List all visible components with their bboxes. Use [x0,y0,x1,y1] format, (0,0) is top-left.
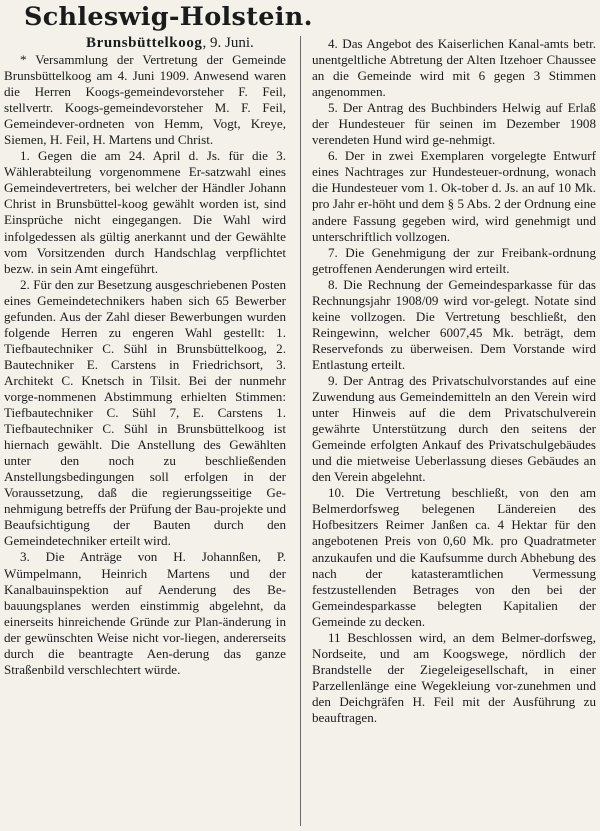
paragraph-item-5: 5. Der Antrag des Buchbinders Helwig auf Erlaß der Hundesteuer für seinen im Dezember 1908 verendeten Hund wird ge-nehmigt. [312,100,596,148]
paragraph-item-2: 2. Für den zur Besetzung ausgeschriebenen Posten eines Gemeindetechnikers haben sich 65 Bewerber gefunden. Aus der Zahl dieser Bewerbungen wurden folgende Herren zu engeren Wahl gestellt: 1. Tiefbautechniker C. Sühl in Brunsbüttelkoog, 2. Bautechniker E. Carstens in Friedrichsort, 3. Architekt C. Knetsch in Tilsit. Bei der nunmehr vorge-nommenen Abstimmung erhielten Stimmen: Tiefbautechniker C. Sühl 7, E. Carstens 1. Tiefbautechniker C. Sühl in Brunsbüttelkoog ist hiernach gewählt. Die Anstellung des Gewählten unter den noch zu beschließenden Anstellungsbedingungen soll erfolgen in der Voraussetzung, daß die regierungsseitige Ge-nehmigung betreffs der Prüfung der Bau-projekte und Beaufsichtigung der Bauten durch den Gemeindetechniker erteilt wird. [4,276,286,549]
paragraph-item-11: 11 Beschlossen wird, an dem Belmer-dorfsweg, Nordseite, und am Koogswege, nördlich der Brandstelle der Ziegeleigesellschaft, in einer Parzellenlänge eine Wegekleiung vor-zunehmen und den Deichgräfen H. Feil mit der Ausführung zu beauftragen. [312,629,596,725]
left-column [4,52,286,678]
paragraph-item-6: 6. Der in zwei Exemplaren vorgelegte Entwurf eines Nachtrages zur Hundesteuer-ordnung, wonach die Hundesteuer vom 1. Ok-tober d. Js. an auf 10 Mk. pro Jahr er-höht und dem § 5 Abs. 2 der Ordnung eine andere Fassung gegeben wird, wird genehmigt und unterschriftlich vollzogen. [312,148,596,244]
paragraph-item-4: 4. Das Angebot des Kaiserlichen Kanal-amts betr. unentgeltliche Abtretung der Alten Itzehoer Chaussee an die Gemeinde wird mit 6 gegen 3 Stimmen angenommen. [312,36,596,100]
dateline-place: Brunsbüttelkoog [86,35,203,51]
column-divider [300,36,301,826]
paragraph-item-9: 9. Der Antrag des Privatschulvorstandes auf eine Zuwendung aus Gemeindemitteln an den Verein wird unter Hinweis auf die dem Privatschulverein gewährte Unterstützung durch den seitens der Gemeinde erfolgten Ankauf des Privatschulgebäudes und die mietweise Ueberlassung dieses Gebäudes an den Verein abgelehnt. [312,372,596,485]
paragraph-item-7: 7. Die Genehmigung der zur Freibank-ordnung getroffenen Aenderungen wird erteilt. [312,244,596,276]
paragraph-intro: * Versammlung der Vertretung der Gemeinde Brunsbüttelkoog am 4. Juni 1909. Anwesend waren die Herren Koogs-gemeindevorsteher F. Feil, stellvertr. Koogs-gemeindevorsteher M. F. Feil, Gemeindever-ordneten von Hemm, Vogt, Kreye, Siemen, H. Feil, H. Martens und Christ. [4,52,286,148]
paragraph-item-3: 3. Die Anträge von H. Johannßen, P. Wümpelmann, Heinrich Martens und der Kanalbauinspektion auf Aenderung des Be-bauungsplanes werden einstimmig abgelehnt, da einerseits hinreichende Gründe zur Plan-änderung in der gewünschten Weise nicht vor-liegen, andererseits durch die beantragte Aen-derung das ganze Straßenbild verschlechtert würde. [4,549,286,677]
dateline [86,35,254,52]
dateline-date: , 9. Juni. [202,35,254,51]
section-headline: Schleswig-Holstein. [24,2,313,32]
paragraph-item-10: 10. Die Vertretung beschließt, von den am Belmerdorfsweg belegenen Ländereien des Hofbesitzers Reimer Janßen ca. 4 Hektar für den angebotenen Preis von 0,60 Mk. pro Quadratmeter anzukaufen und die Kaufsumme durch Abhebung des nach der katasteramtlichen Vermessung festzustellenden Betrages von den bei der Gemeindesparkasse belegten Kapitalien der Gemeinde zu decken. [312,485,596,629]
paragraph-item-8: 8. Die Rechnung der Gemeindesparkasse für das Rechnungsjahr 1908/09 wird vor-gelegt. Notate sind keine vollzogen. Die Vertretung beschließt, den Reingewinn, welcher 6007,45 Mk. beträgt, dem Reservefonds zu überweisen. Dem Vorstande wird Entlastung erteilt. [312,276,596,372]
paragraph-item-1: 1. Gegen die am 24. April d. Js. für die 3. Wählerabteilung vorgenommene Er-satzwahl eines Gemeindevertreters, bei welcher der Händler Johann Christ in Brunsbüttel-koog gewählt worden ist, sind Einsprüche nicht eingegangen. Die Wahl wird infolgedessen als gültig anerkannt und der Gewählte vom Vorsitzenden durch Handschlag verpflichtet bezw. in sein Amt eingeführt. [4,148,286,276]
right-column [312,36,596,726]
